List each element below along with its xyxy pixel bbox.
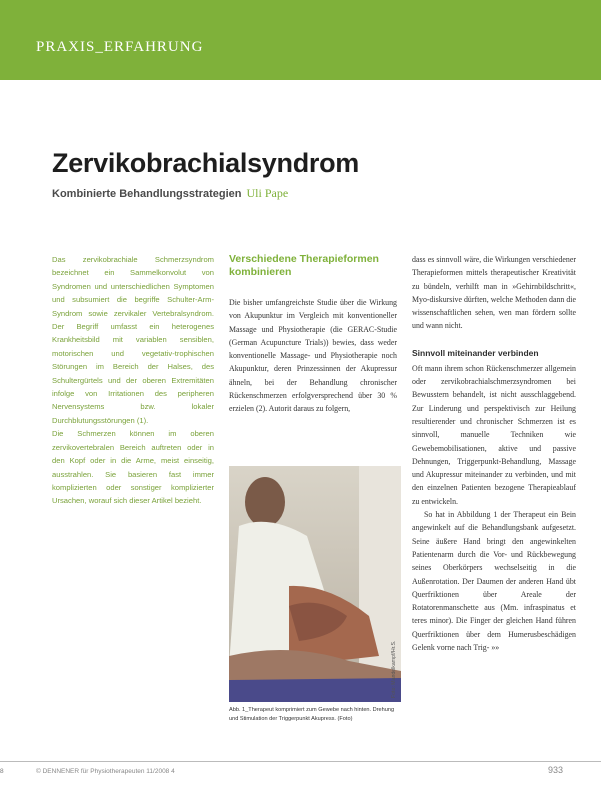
page-number: 933 <box>548 765 564 775</box>
col3-paragraph-3: So hat in Abbildung 1 der Therapeut ein Bein angewinkelt auf die Behandlungsbank aufgesetzt. Seine äußere Hand bringt den angewinkelten Patientenarm durch die Vor- und Rückbewegung seines Oberkörpers wechselseitig in die Außenrotation. Der Daumen der anderen Hand übt Querfriktionen über Areale der Rotatorenmanschette aus (Mm. infraspinatus et teres minor). Die Finger der gleichen Hand führen Querfriktionen über dem Humerusbeschädigen Gelenk vorne nach Trig- »» <box>412 510 576 653</box>
footer-journal: © DENNENER für Physiotherapeuten 11/2008 4 <box>36 768 175 775</box>
section-title: PRAXIS_ERFAHRUNG <box>36 39 204 55</box>
section-heading-therapieformen: Verschiedene Therapieformen kombinieren <box>229 253 379 278</box>
article-subtitle <box>52 186 288 201</box>
figure-caption: Abb. 1_Therapeut komprimiert zum Gewebe nach hinten. Drehung und Stimulation der Triggerpunkt Akupress. (Foto) <box>229 707 395 722</box>
author-name: Uli Pape <box>246 186 289 200</box>
lead-text <box>52 253 214 508</box>
body-text-col3b <box>412 362 576 655</box>
section-heading-verbinden: Sinnvoll miteinander verbinden <box>412 347 539 358</box>
col2-paragraph: Die bisher umfangreichste Studie über die Wirkung von Akupunktur im Vergleich mit konventioneller Massage und Physiotherapie (die GERAC-Studie (German Acupuncture Trials)) bewies, dass weder konventionelle Massage- und Physiotherapie noch Akupunktur, deren Prinzessinnen der Akupressur ähneln, bei der Behandlung chronischer Rückenschmerzen erfolgversprechend über 30 % erzielen (2). Autorit daraus zu folgern, <box>229 298 397 414</box>
column-3 <box>412 253 576 654</box>
col3-paragraph-1: dass es sinnvoll wäre, die Wirkungen verschiedener Therapieformen mittels therapeutischer Kreativität zu bündeln, verhilft man in »Gehirnbildschritt«, Myo-diskursive dürften, welche Methoden dann die wissenschaftlichen sehen, wen man fördern sollte und wann nicht. <box>412 255 576 331</box>
column-2 <box>229 253 397 416</box>
footer-rule <box>0 761 601 762</box>
photo-illustration <box>229 466 401 702</box>
article-title: Zervikobrachialsyndrom <box>52 148 360 178</box>
body-text-col2 <box>229 296 397 416</box>
therapy-photo <box>229 466 401 702</box>
body-text-col3 <box>412 253 576 333</box>
lead-paragraph-2: Die Schmerzen können im oberen zervikovertebralen Bereich auftreten oder in den Kopf oder in die Arme, meist einseitig, ausstrahlen. Sie basieren fast immer komplizierten oder sonstiger komplizierter Ursachen, worauf sich dieser Artikel bezieht. <box>52 429 214 506</box>
subtitle-text: Kombinierte Behandlungsstrategien <box>52 188 242 200</box>
col3-paragraph-2: Oft mann ihrem schon Rückenschmerzer allgemein oder zervikobrachialschmerzsyndromen bei Bewusstern behandelt, ist nicht ausschlaggebend. Zur Linderung und perspektivisch zur Heilung resultierender und chronischer Schmerzen ist es sinnvoll, manuelle Techniken wie Gewebemobilisationen, aktive und passive Dehnungen, Triggerpunkt-Behandlung, Massage und Akupressur miteinander zu verbinden, und mit den einzelnen Patienten bezogene Therapieablauf zu entwickeln. <box>412 363 576 506</box>
footer-marker: 8 <box>0 768 4 775</box>
photo-credit: Foto: Mandelkampf/Hr.S. <box>391 640 397 698</box>
lead-paragraph-1: Das zervikobrachiale Schmerzsyndrom bezeichnet ein Sammelkonvolut von Syndromen und unterschiedlichen Symptomen und subsumiert die begriffe Schulter-Arm-Syndrom sowie zervikaler Vertebralsyndrom. Der Begriff umfasst ein heterogenes Krankheitsbild mit variablen sensiblen, motorischen und vegetativ-trophischen Störungen im Bereich der Halses, des Schultergürtels und der oberen Extremitäten infolge von Irritationen des peripheren Nervensystems bzw. lokaler Durchblutungsstörungen (1). <box>52 255 214 425</box>
